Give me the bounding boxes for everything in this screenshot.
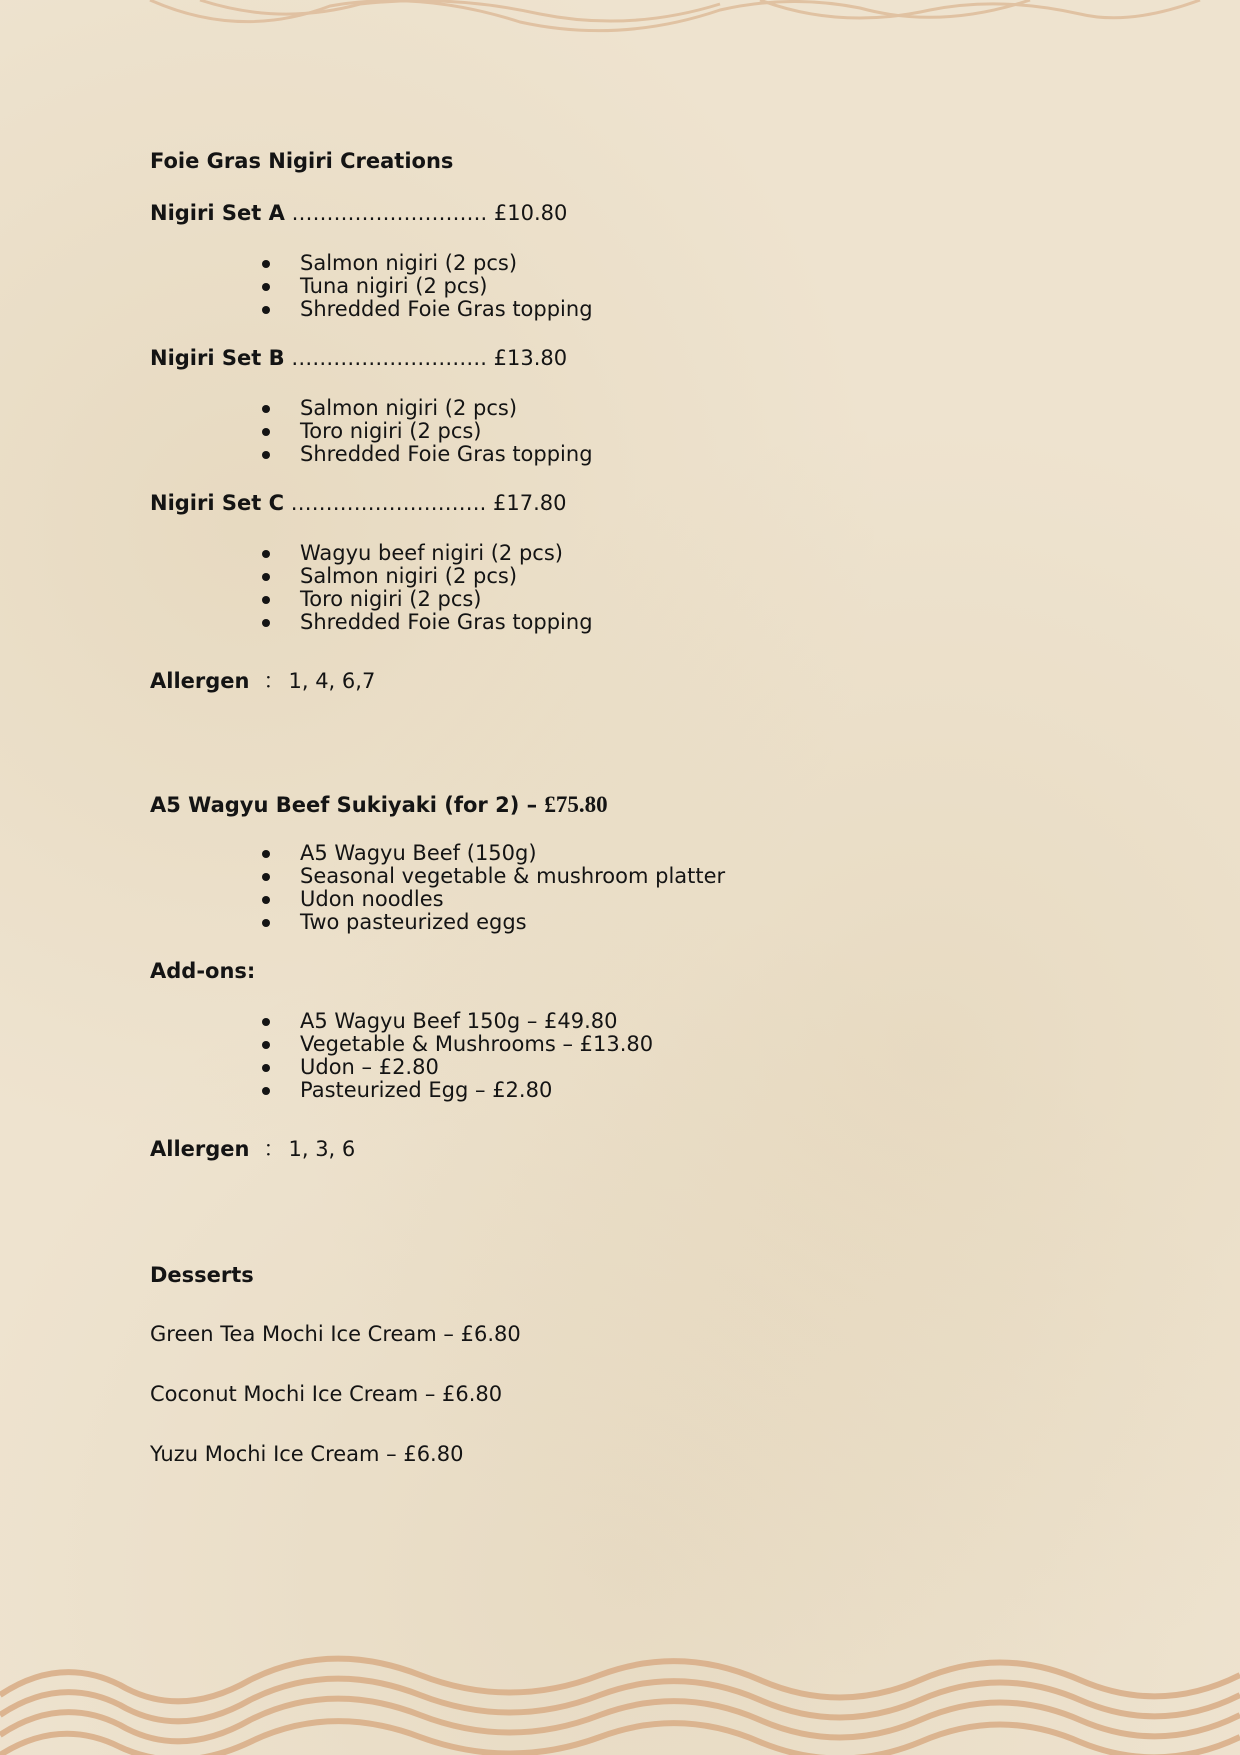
desserts-section — [150, 1260, 1050, 1469]
nigiri-set-c-price: £17.80 — [493, 491, 567, 515]
nigiri-set-b-line — [150, 343, 1050, 373]
list-item: A5 Wagyu Beef (150g) — [262, 842, 1050, 865]
nigiri-section — [150, 146, 1050, 696]
list-item: Wagyu beef nigiri (2 pcs) — [262, 542, 1050, 565]
dessert-item: Coconut Mochi Ice Cream – £6.80 — [150, 1382, 503, 1406]
list-item: Udon – £2.80 — [262, 1056, 1050, 1079]
dessert-item: Yuzu Mochi Ice Cream – £6.80 — [150, 1442, 464, 1466]
allergen-value: 1, 4, 6,7 — [288, 669, 376, 693]
nigiri-set-c-items — [150, 542, 1050, 634]
list-item: Pasteurized Egg – £2.80 — [262, 1079, 1050, 1102]
nigiri-set-c-name: Nigiri Set C — [150, 491, 284, 515]
sukiyaki-items — [150, 842, 1050, 934]
list-item: Udon noodles — [262, 888, 1050, 911]
list-item: Salmon nigiri (2 pcs) — [262, 252, 1050, 275]
list-item: Seasonal vegetable & mushroom platter — [262, 865, 1050, 888]
nigiri-set-b-items — [150, 397, 1050, 466]
list-item: Shredded Foie Gras topping — [262, 611, 1050, 634]
list-item: Shredded Foie Gras topping — [262, 298, 1050, 321]
nigiri-allergen — [150, 666, 1050, 696]
nigiri-set-b-name: Nigiri Set B — [150, 346, 285, 370]
list-item: Toro nigiri (2 pcs) — [262, 420, 1050, 443]
bottom-wave-decoration — [0, 1625, 1240, 1755]
dot-leader: ………………………. — [284, 346, 494, 370]
nigiri-set-a-items — [150, 252, 1050, 321]
list-item: Two pasteurized eggs — [262, 911, 1050, 934]
list-item: Salmon nigiri (2 pcs) — [262, 565, 1050, 588]
list-item: Vegetable & Mushrooms – £13.80 — [262, 1033, 1050, 1056]
top-wave-decoration — [0, 0, 1240, 48]
dot-leader: ………………………. — [284, 201, 494, 225]
addons-heading: Add-ons: — [150, 959, 256, 983]
sukiyaki-title: A5 Wagyu Beef Sukiyaki (for 2) – — [150, 793, 545, 817]
nigiri-set-a-price: £10.80 — [493, 201, 568, 225]
allergen-label: Allergen — [150, 1137, 250, 1161]
nigiri-set-c-line — [150, 488, 1050, 518]
addons-items — [150, 1010, 1050, 1102]
nigiri-set-a-line — [150, 198, 1050, 228]
sukiyaki-heading — [150, 790, 1050, 820]
allergen-value: 1, 3, 6 — [288, 1137, 356, 1161]
allergen-label: Allergen — [150, 669, 250, 693]
dessert-item: Green Tea Mochi Ice Cream – £6.80 — [150, 1322, 521, 1346]
nigiri-set-a-name: Nigiri Set A — [150, 201, 285, 225]
list-item: Salmon nigiri (2 pcs) — [262, 397, 1050, 420]
nigiri-heading: Foie Gras Nigiri Creations — [150, 149, 454, 173]
sukiyaki-allergen — [150, 1134, 1050, 1164]
list-item: Toro nigiri (2 pcs) — [262, 588, 1050, 611]
desserts-heading: Desserts — [150, 1263, 254, 1287]
sukiyaki-price: £75.80 — [544, 792, 608, 817]
dot-leader: ………………………. — [284, 491, 494, 515]
allergen-colon: ： — [263, 1137, 285, 1161]
allergen-colon: ： — [263, 669, 285, 693]
sukiyaki-section — [150, 790, 1050, 1164]
nigiri-set-b-price: £13.80 — [493, 346, 568, 370]
list-item: Tuna nigiri (2 pcs) — [262, 275, 1050, 298]
menu-content — [150, 146, 1050, 1469]
list-item: Shredded Foie Gras topping — [262, 443, 1050, 466]
list-item: A5 Wagyu Beef 150g – £49.80 — [262, 1010, 1050, 1033]
